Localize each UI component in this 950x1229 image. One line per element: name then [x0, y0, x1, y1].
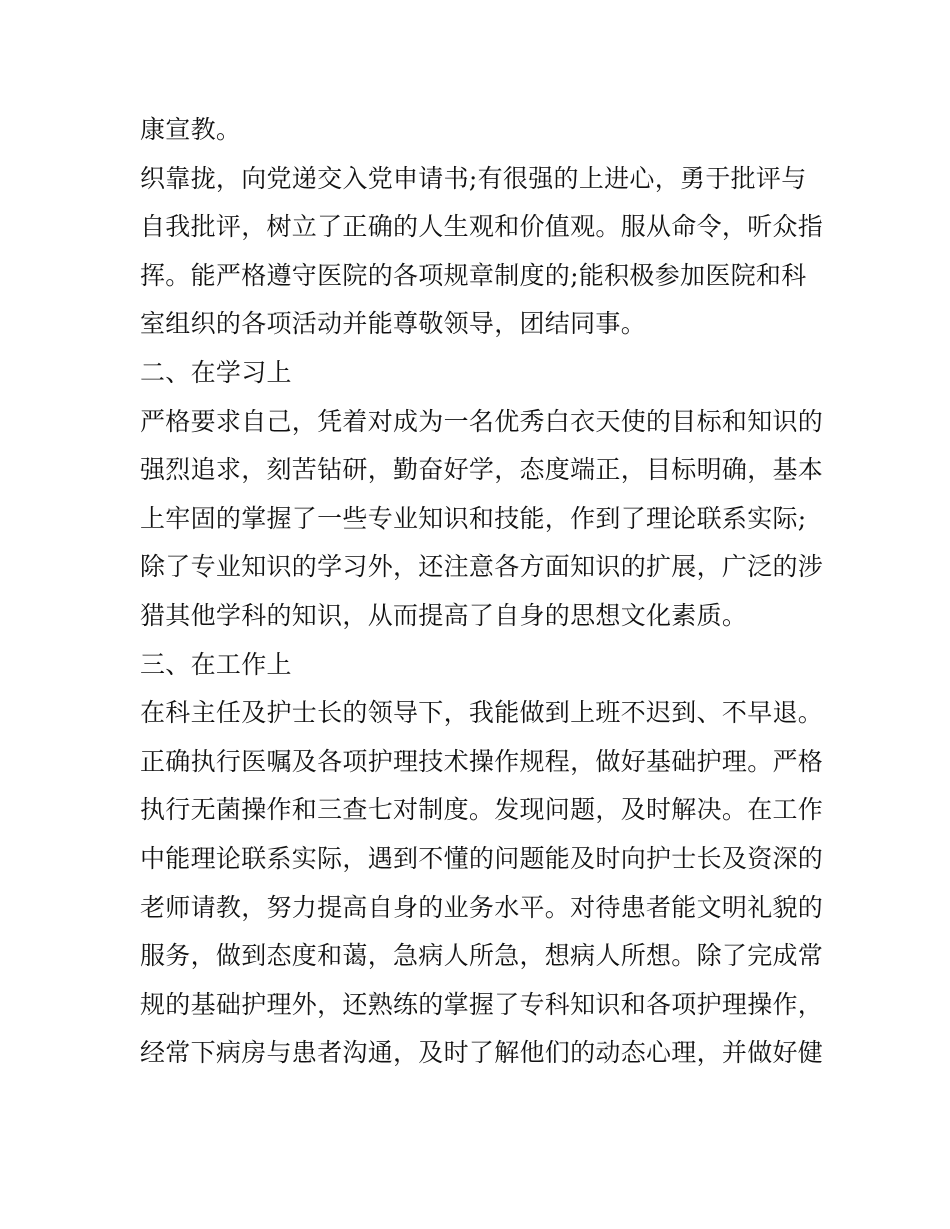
text-line-1: 康宣教。 [140, 115, 242, 144]
text-line-13: 在科主任及护士长的领导下，我能做到上班不迟到、不早退。 [140, 698, 824, 728]
section-heading-study: 二、在学习上 [140, 357, 292, 387]
text-line-5: 室组织的各项活动并能尊敬领导，团结同事。 [140, 309, 647, 339]
text-line-14: 正确执行医嘱及各项护理技术操作规程，做好基础护理。严格 [140, 746, 824, 776]
text-line-17: 老师请教，努力提高自身的业务水平。对待患者能文明礼貌的 [140, 892, 824, 922]
section-heading-work: 三、在工作上 [140, 649, 292, 679]
text-line-2: 织靠拢，向党递交入党申请书;有很强的上进心，勇于批评与 [140, 163, 807, 193]
text-line-18: 服务，做到态度和蔼，急病人所急，想病人所想。除了完成常 [140, 941, 824, 971]
text-line-11: 猎其他学科的知识，从而提高了自身的思想文化素质。 [140, 600, 748, 630]
text-line-3: 自我批评，树立了正确的人生观和价值观。服从命令，听众指 [140, 212, 824, 242]
text-line-4: 挥。能严格遵守医院的各项规章制度的;能积极参加医院和科 [140, 260, 807, 290]
text-line-8: 强烈追求，刻苦钻研，勤奋好学，态度端正，目标明确，基本 [140, 455, 824, 485]
text-line-16: 中能理论联系实际，遇到不懂的问题能及时向护士长及资深的 [140, 843, 824, 873]
text-line-15: 执行无菌操作和三查七对制度。发现问题，及时解决。在工作 [140, 795, 824, 825]
text-line-20: 经常下病房与患者沟通，及时了解他们的动态心理，并做好健 [140, 1038, 824, 1068]
document-body [140, 106, 824, 1078]
text-line-7: 严格要求自己，凭着对成为一名优秀白衣天使的目标和知识的 [140, 406, 824, 436]
text-line-19: 规的基础护理外，还熟练的掌握了专科知识和各项护理操作， [140, 989, 824, 1019]
text-line-10: 除了专业知识的学习外，还注意各方面知识的扩展，广泛的涉 [140, 552, 824, 582]
text-line-9: 上牢固的掌握了一些专业知识和技能，作到了理论联系实际; [140, 503, 807, 533]
